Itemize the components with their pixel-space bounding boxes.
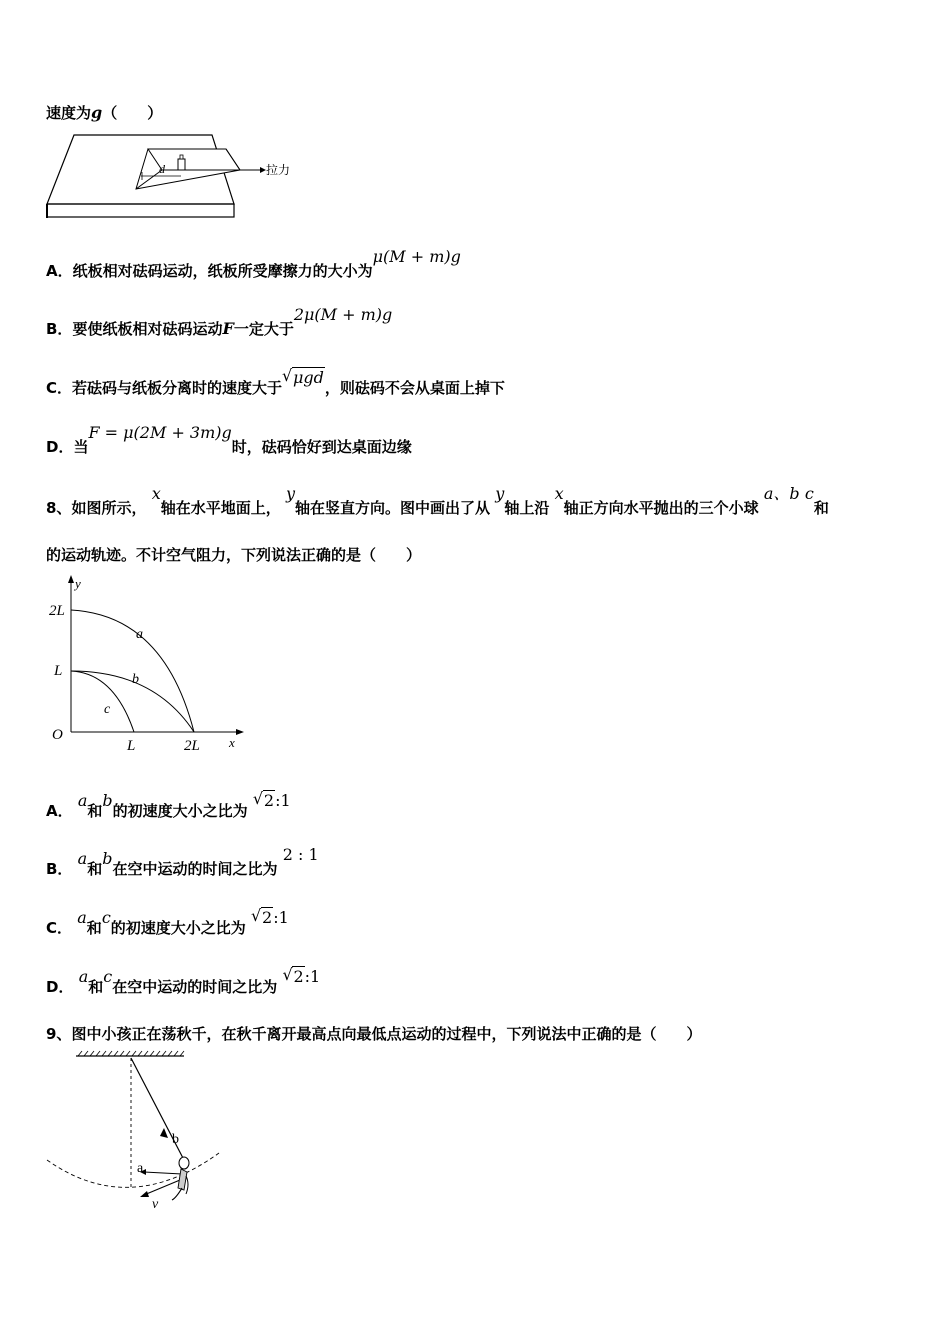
- q7-option-c-math: μgd: [293, 368, 324, 387]
- q8-number: 8、: [46, 499, 72, 517]
- q8-option-d-letter: D．: [46, 978, 74, 996]
- q8-option-d-text: 在空中运动的时间之比为: [112, 978, 278, 996]
- q7-option-d-math: F = μ(2M + 3m)g: [88, 423, 232, 442]
- q8-option-a-text: 的初速度大小之比为: [112, 802, 248, 820]
- q8-option-b-and: 和: [87, 860, 103, 878]
- q7-option-a: [46, 247, 461, 281]
- q8-text: 轴上沿: [504, 499, 550, 517]
- q8-var: y: [285, 484, 296, 503]
- q8-option-c-v2: c: [101, 908, 111, 927]
- q8-var: y: [495, 484, 505, 503]
- q8-option-a-v2: b: [102, 791, 113, 810]
- q8-var: a: [763, 484, 774, 503]
- q8-stem-line2: [46, 544, 421, 565]
- q9-figure: [44, 1048, 224, 1218]
- q8-text: 如图所示，: [71, 499, 147, 517]
- q8-var: c: [804, 484, 814, 503]
- q8-figure-label-x2l: 2L: [184, 738, 200, 754]
- q7-option-d-letter: D．: [46, 438, 74, 456]
- q7-option-d: [46, 423, 412, 457]
- q8-option-c-ratio: √ 2:1: [251, 906, 289, 927]
- q9-stem: [46, 1023, 701, 1044]
- q8-figure-y-axis: y: [75, 576, 81, 591]
- q8-option-a-and: 和: [87, 802, 103, 820]
- q8-var: x: [554, 484, 564, 503]
- q8-figure-label-o: O: [52, 727, 63, 743]
- q8-option-a-ratio: √ 2:1: [252, 789, 291, 810]
- q8-option-b-v1: a: [77, 849, 88, 868]
- q7-option-c-sqrt: √ μgd: [282, 366, 324, 387]
- q8-figure-label-b: b: [132, 672, 139, 687]
- q7-option-a-math: μ(M + m)g: [372, 247, 461, 266]
- q8-option-b-letter: B．: [46, 860, 73, 878]
- q7-figure: [44, 132, 304, 222]
- q7-option-d-text: 当: [73, 438, 89, 456]
- q8-figure-label-xl: L: [127, 738, 136, 754]
- q8-option-b-v2: b: [102, 849, 113, 868]
- q8-option-a: [46, 789, 291, 821]
- q7-option-d-after: 时，砝码恰好到达桌面边缘: [231, 438, 412, 456]
- q7-intro-paren: （ ）: [102, 104, 163, 122]
- q8-option-c-ratio-rad: 2: [262, 908, 273, 927]
- q7-option-a-text: 纸板相对砝码运动，纸板所受摩擦力的大小为: [72, 262, 373, 280]
- q8-option-d-ratio: √ 2:1: [282, 965, 321, 986]
- q8-option-d-v2: c: [103, 967, 113, 986]
- q9-figure-label-b: b: [172, 1132, 179, 1147]
- q8-option-d-ratio-rad: 2: [293, 967, 304, 986]
- q7-option-b-text2: 一定大于: [233, 320, 294, 338]
- q8-option-d-v1: a: [78, 967, 89, 986]
- q7-option-b-letter: B．: [46, 320, 73, 338]
- q8-option-c: [46, 906, 289, 938]
- q8-option-a-ratio-rad: 2: [263, 791, 275, 810]
- q9-figure-label-a: a: [137, 1161, 144, 1176]
- q8-text: 轴在竖直方向。图中画出了从: [295, 499, 491, 517]
- q8-option-c-ratio-tail: :1: [273, 908, 289, 927]
- q8-var: b: [789, 484, 800, 503]
- q7-option-a-letter: A．: [46, 262, 73, 280]
- q7-intro-var: g: [91, 103, 103, 122]
- q8-option-a-ratio-tail: :1: [275, 791, 291, 810]
- q7-figure-label-force: 拉力: [266, 163, 291, 177]
- q8-option-b: [46, 845, 319, 879]
- q8-stem-line1: [46, 484, 829, 518]
- q7-option-c-text: 若砝码与纸板分离时的速度大于: [72, 379, 283, 397]
- q8-figure-label-l: L: [54, 663, 63, 679]
- q8-text: 轴正方向水平抛出的三个小球: [563, 499, 759, 517]
- q9-figure-label-v: v: [152, 1197, 159, 1212]
- q8-option-d-and: 和: [88, 978, 104, 996]
- q8-var: x: [151, 484, 161, 503]
- q8-option-a-letter: A．: [46, 802, 73, 820]
- q8-var: 、: [773, 484, 790, 503]
- q8-option-d: [46, 965, 321, 997]
- q8-text: 轴在水平地面上，: [160, 499, 281, 517]
- q8-figure-label-2l: 2L: [49, 603, 65, 619]
- q8-text: 和: [813, 499, 829, 517]
- q8-option-a-v1: a: [77, 791, 88, 810]
- q8-option-d-ratio-tail: :1: [304, 967, 321, 986]
- q8-figure: [44, 575, 249, 755]
- q7-figure-label-d: d: [159, 162, 165, 176]
- q8-figure-label-c: c: [104, 702, 111, 717]
- q7-option-b: [46, 305, 393, 339]
- q8-line2: 的运动轨迹。不计空气阻力，下列说法正确的是（ ）: [46, 546, 422, 564]
- q8-option-c-and: 和: [86, 919, 102, 937]
- q8-figure-label-a: a: [136, 627, 143, 642]
- q8-option-b-text: 在空中运动的时间之比为: [112, 860, 278, 878]
- q8-option-c-letter: C．: [46, 919, 73, 937]
- q7-intro-text: 速度为: [46, 104, 92, 122]
- q8-option-c-v1: a: [77, 908, 87, 927]
- q7-option-c-letter: C．: [46, 379, 73, 397]
- q8-option-b-ratio: 2 : 1: [282, 845, 319, 864]
- q8-figure-x-axis: x: [229, 735, 235, 750]
- q7-option-b-text: 要使纸板相对砝码运动: [72, 320, 223, 338]
- q7-option-b-math: 2μ(M + m)g: [293, 305, 393, 324]
- q8-option-c-text: 的初速度大小之比为: [110, 919, 246, 937]
- q9-text: 图中小孩正在荡秋千，在秋千离开最高点向最低点运动的过程中，下列说法中正确的是（ ）: [71, 1025, 702, 1043]
- q7-intro-line: [46, 102, 162, 123]
- q9-number: 9、: [46, 1025, 72, 1043]
- q7-option-c: [46, 366, 505, 398]
- q7-option-b-var: F: [222, 319, 234, 338]
- q7-option-c-after: ，则砝码不会从桌面上掉下: [324, 379, 505, 397]
